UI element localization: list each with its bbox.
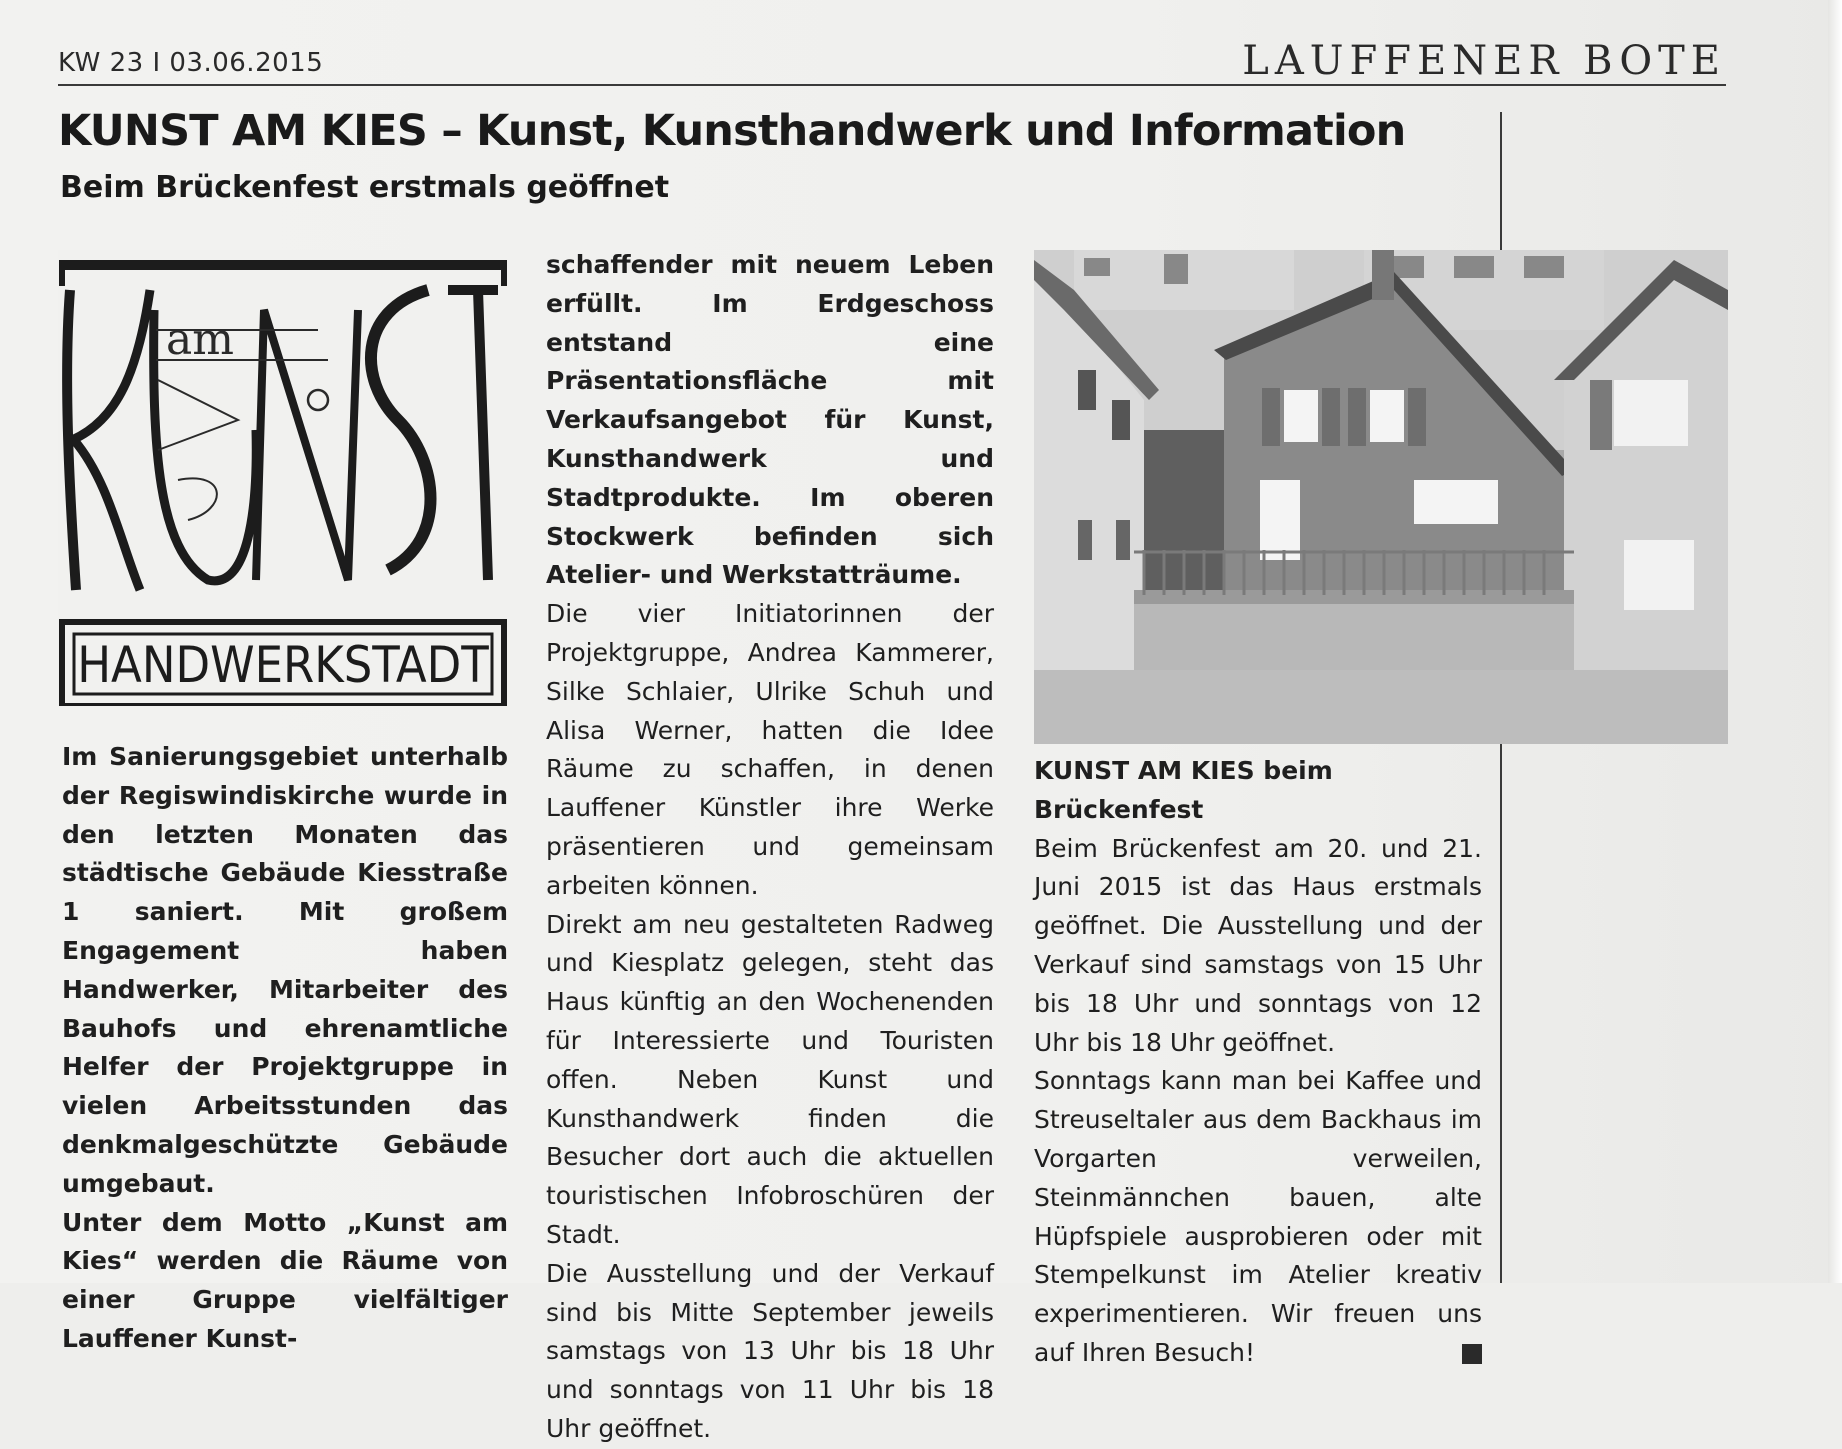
col2-paragraph-1: schaffender mit neuem Leben erfüllt. Im Erdgeschoss entstand eine Präsentationsfläche mit Verkaufsangebot für Kunst, Kunsthandwerk und Stadtprodukte. Im oberen Stockwerk befinden sich Atelier- und Werkstatträume. [546, 250, 994, 590]
black-square-icon [1462, 1344, 1482, 1364]
col2-paragraph-3: Direkt am neu gestalteten Radweg und Kiesplatz gelegen, steht das Haus künftig an den Wochenenden für Interessierte und Touristen offen. Neben Kunst und Kunsthandwerk finden die Besucher dort auch die aktuellen touristischen Infobroschüren der Stadt. [546, 909, 994, 1249]
article-column-3 [1034, 752, 1482, 1373]
col1-paragraph-1: Im Sanierungsgebiet unterhalb der Regiswindiskirche wurde in den letzten Monaten das städtische Gebäude Kiesstraße 1 saniert. Mit großem Engagement haben Handwerker, Mitarbeiter des Bauhofs und ehrenamtliche Helfer der Projektgruppe in vielen Arbeitsstunden das denkmalgeschützte Gebäude umgebaut. [62, 742, 508, 1198]
publication-name: LAUFFENER BOTE [1242, 38, 1726, 84]
article-title: KUNST AM KIES – Kunst, Kunsthandwerk und Information [58, 106, 1406, 156]
col1-paragraph-2: Unter dem Motto „Kunst am Kies“ werden die Räume von einer Gruppe vielfältiger Lauffener Kunst- [62, 1207, 508, 1353]
logo-banner-text: HANDWERKSTADT [77, 636, 489, 694]
article-column-2 [546, 246, 994, 1449]
page-edge [1828, 0, 1842, 1283]
article-subtitle: Beim Brückenfest erstmals geöffnet [60, 170, 670, 205]
house-photo [1034, 250, 1728, 744]
kunst-am-kies-logo [58, 250, 508, 706]
photo-caption-title: KUNST AM KIES beim Brückenfest [1034, 756, 1333, 824]
col3-paragraph-2-text: Sonntags kann man bei Kaffee und Streuseltaler aus dem Backhaus im Vorgarten verweilen, Steinmännchen bauen, alte Hüpfspiele ausprobieren oder mit Stempelkunst im Atelier kreativ experimentieren. Wir freuen uns auf Ihren Besuch! [1034, 1066, 1482, 1367]
col2-paragraph-2: Die vier Initiatorinnen der Projektgruppe, Andrea Kammerer, Silke Schlaier, Ulrike Schuh und Alisa Werner, hatten die Idee Räume zu schaffen, in denen Lauffener Künstler ihre Werke präsentieren und gemeinsam arbeiten können. [546, 599, 994, 900]
col3-paragraph-1: Beim Brückenfest am 20. und 21. Juni 2015 ist das Haus erstmals geöffnet. Die Ausstellung und der Verkauf sind samstags von 15 Uhr bis 18 Uhr und sonntags von 12 Uhr bis 18 Uhr geöffnet. [1034, 833, 1482, 1057]
header-rule [58, 84, 1726, 86]
article-column-1 [62, 738, 508, 1359]
col2-paragraph-4: Die Ausstellung und der Verkauf sind bis Mitte September jeweils samstags von 13 Uhr bis 18 Uhr und sonntags von 11 Uhr bis 18 Uhr geöffnet. [546, 1258, 994, 1443]
logo-small-text: am [166, 314, 234, 365]
issue-date: KW 23 I 03.06.2015 [58, 48, 324, 78]
col3-paragraph-2 [1034, 1062, 1482, 1372]
